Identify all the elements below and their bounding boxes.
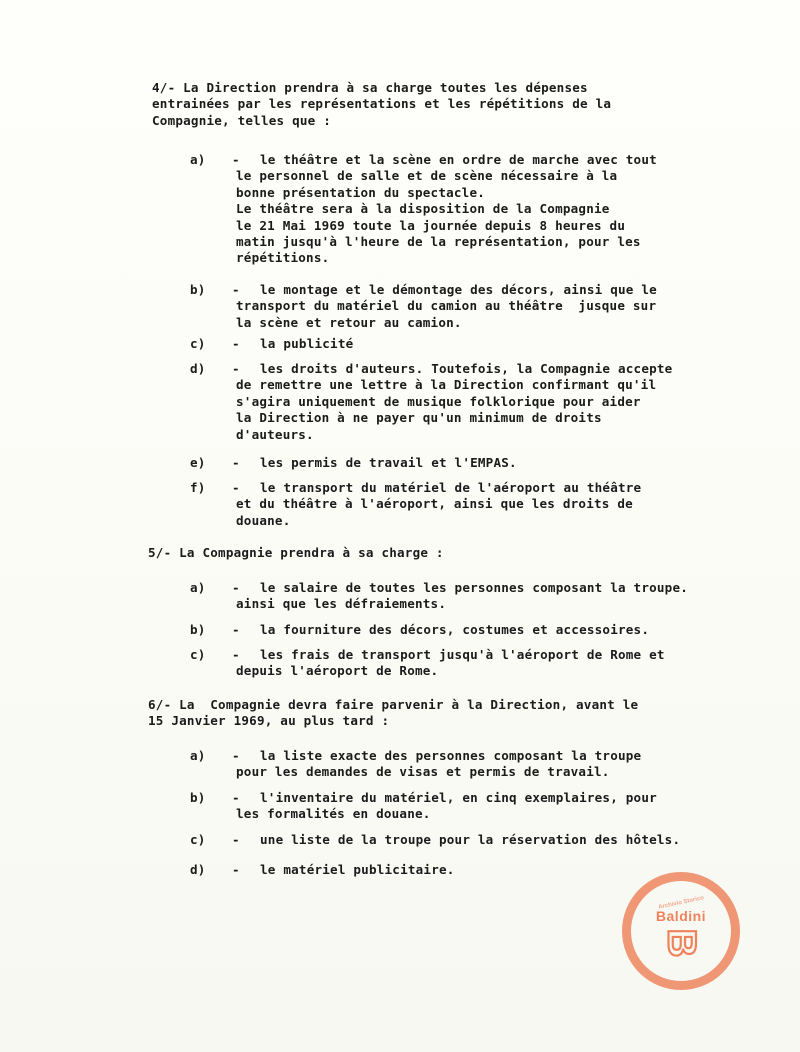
item-text: d'auteurs.: [236, 426, 314, 442]
section-4-item-b: b) - le montage et le démontage des décors, ainsi que le transport du matériel du camion au théâtre jusque sur la scène et retour au camion.: [190, 282, 657, 330]
item-letter: a): [190, 152, 206, 167]
item-text: de remettre une lettre à la Direction confirmant qu'il: [236, 377, 657, 393]
item-letter: e): [190, 455, 206, 470]
stamp-b-letter-icon: B: [658, 928, 703, 958]
item-text: une liste de la troupe pour la réservation des hôtels.: [260, 832, 681, 847]
stamp-small-text: Archivio Storico: [657, 895, 705, 911]
item-text: les frais de transport jusqu'à l'aéroport de Rome et: [260, 647, 665, 662]
section-4-line: entrainées par les représentations et les répétitions de la: [152, 96, 612, 112]
baldini-archive-stamp: [622, 872, 740, 990]
item-text: la fourniture des décors, costumes et accessoires.: [260, 622, 650, 637]
item-letter: b): [190, 282, 206, 297]
item-letter: c): [190, 647, 206, 662]
item-text: le salaire de toutes les personnes composant la troupe.: [260, 580, 689, 595]
item-text: le montage et le démontage des décors, ainsi que le: [260, 282, 657, 297]
item-letter: a): [190, 580, 206, 595]
item-letter: d): [190, 361, 206, 376]
section-6-item-a: a) - la liste exacte des personnes composant la troupe pour les demandes de visas et permis de travail.: [190, 748, 642, 780]
section-5-item-c: c) - les frais de transport jusqu'à l'aéroport de Rome et depuis l'aéroport de Rome.: [190, 647, 665, 679]
item-text: Le théâtre sera à la disposition de la Compagnie: [236, 201, 610, 217]
item-text: pour les demandes de visas et permis de travail.: [236, 764, 610, 780]
section-4-line: 4/- La Direction prendra à sa charge toutes les dépenses: [152, 80, 588, 95]
section-4-item-c: c) - la publicité: [190, 336, 354, 351]
section-4-item-e: e) - les permis de travail et l'EMPAS.: [190, 455, 517, 470]
section-5-item-b: b) - la fourniture des décors, costumes et accessoires.: [190, 622, 650, 637]
section-6-line: 15 Janvier 1969, au plus tard :: [148, 713, 390, 729]
section-6: [148, 697, 638, 730]
item-text: l'inventaire du matériel, en cinq exemplaires, pour: [260, 790, 657, 805]
section-4-item-f: f) - le transport du matériel de l'aéroport au théâtre et du théâtre à l'aéroport, ainsi que les droits de douane.: [190, 480, 642, 528]
section-6-item-d: d) - le matériel publicitaire.: [190, 862, 455, 877]
item-text: douane.: [236, 512, 291, 528]
item-text: le personnel de salle et de scène nécessaire à la: [236, 168, 618, 184]
section-4-item-a: a) - le théâtre et la scène en ordre de marche avec tout le personnel de salle et de scène nécessaire à la bonne présentation du spectacle. Le théâtre sera à la disposition de la Compagnie le 21 Mai 1969 toute la journée depuis 8 heures du matin jusqu'à l'heure de la représentation, pour les répétitions.: [190, 152, 657, 266]
section-6-item-c: c) - une liste de la troupe pour la réservation des hôtels.: [190, 832, 681, 847]
section-5-heading: 5/- La Compagnie prendra à sa charge :: [148, 545, 444, 560]
item-letter: a): [190, 748, 206, 763]
item-text: les permis de travail et l'EMPAS.: [260, 455, 517, 470]
item-text: la Direction à ne payer qu'un minimum de droits: [236, 410, 602, 426]
section-4-line: Compagnie, telles que :: [152, 112, 331, 128]
item-text: les formalités en douane.: [236, 806, 431, 822]
item-text: les droits d'auteurs. Toutefois, la Compagnie accepte: [260, 361, 673, 376]
item-text: et du théâtre à l'aéroport, ainsi que les droits de: [236, 496, 633, 512]
item-letter: c): [190, 832, 206, 847]
item-text: le matériel publicitaire.: [260, 862, 455, 877]
item-text: bonne présentation du spectacle.: [236, 184, 486, 200]
item-letter: f): [190, 480, 206, 495]
item-text: la liste exacte des personnes composant la troupe: [260, 748, 642, 763]
item-text: ainsi que les défraiements.: [236, 596, 447, 612]
item-letter: d): [190, 862, 206, 877]
item-letter: b): [190, 622, 206, 637]
item-letter: b): [190, 790, 206, 805]
item-text: transport du matériel du camion au théâtre jusque sur: [236, 298, 657, 314]
item-text: répétitions.: [236, 250, 330, 266]
section-6-item-b: b) - l'inventaire du matériel, en cinq exemplaires, pour les formalités en douane.: [190, 790, 657, 822]
stamp-logo-text: Baldini: [655, 908, 707, 924]
item-letter: c): [190, 336, 206, 351]
section-5: [148, 545, 444, 561]
item-text: matin jusqu'à l'heure de la représentation, pour les: [236, 234, 641, 250]
item-text: le 21 Mai 1969 toute la journée depuis 8 heures du: [236, 217, 626, 233]
item-text: le transport du matériel de l'aéroport au théâtre: [260, 480, 642, 495]
section-6-line: 6/- La Compagnie devra faire parvenir à la Direction, avant le: [148, 697, 639, 712]
section-5-item-a: a) - le salaire de toutes les personnes composant la troupe. ainsi que les défraiements.: [190, 580, 689, 612]
item-text: s'agira uniquement de musique folklorique pour aider: [236, 393, 641, 409]
item-text: la scène et retour au camion.: [236, 314, 462, 330]
section-4: [152, 80, 611, 129]
item-text: la publicité: [260, 336, 354, 351]
item-text: depuis l'aéroport de Rome.: [236, 663, 439, 679]
item-text: le théâtre et la scène en ordre de marche avec tout: [260, 152, 657, 167]
section-4-item-d: d) - les droits d'auteurs. Toutefois, la Compagnie accepte de remettre une lettre à la Direction confirmant qu'il s'agira uniquement de musique folklorique pour aider la Direction à ne payer qu'un minimum de droits d'auteurs.: [190, 361, 673, 442]
